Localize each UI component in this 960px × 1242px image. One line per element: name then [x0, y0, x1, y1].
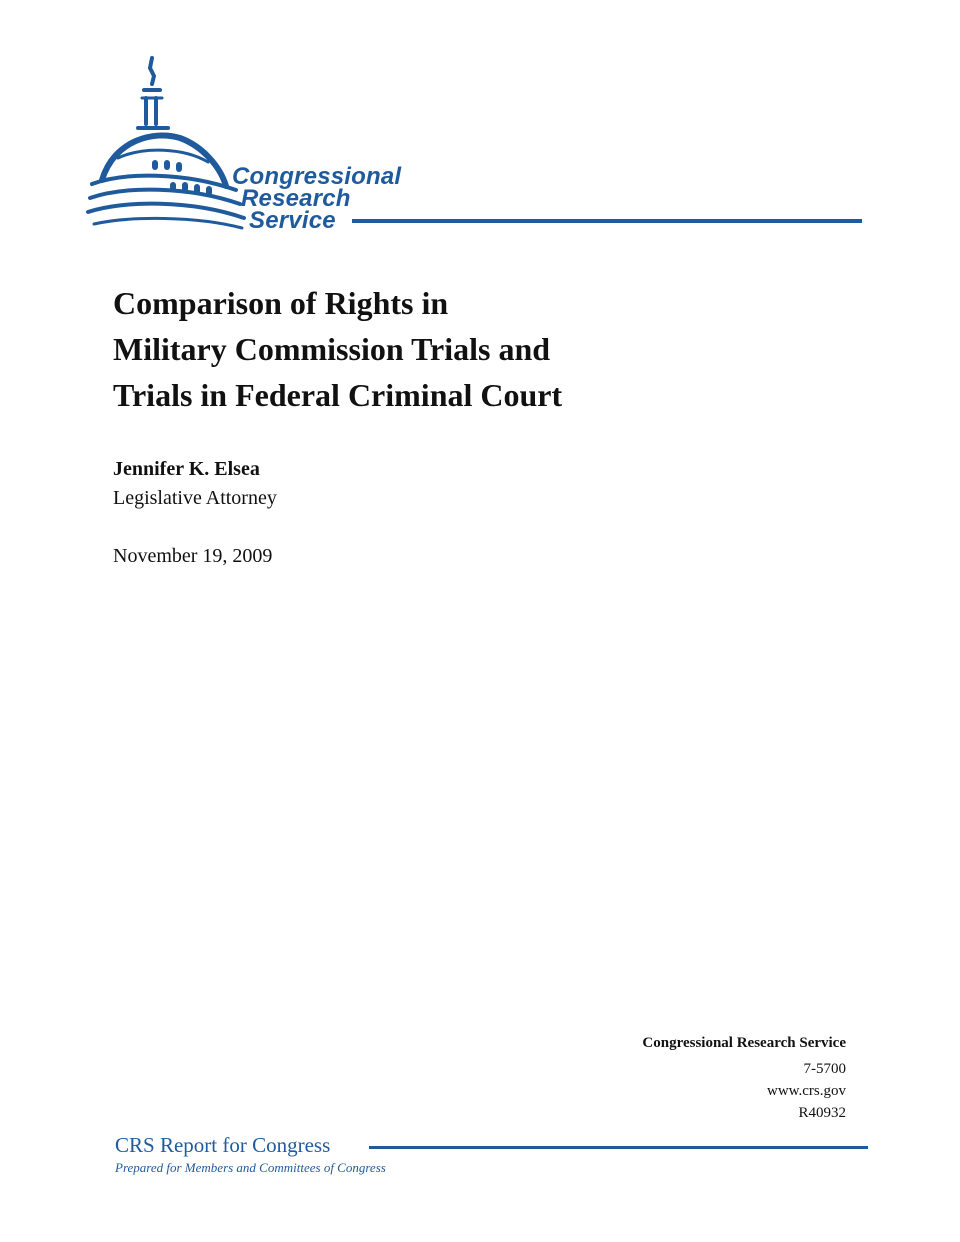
report-title	[113, 280, 733, 418]
logo-word-research: Research	[241, 185, 351, 212]
crs-logo	[84, 54, 874, 234]
report-number: R40932	[798, 1105, 846, 1121]
crs-phone: 7-5700	[803, 1061, 846, 1077]
capitol-dome-icon	[84, 54, 254, 230]
logo-word-congressional: Congressional	[232, 163, 402, 190]
crs-info-block	[642, 1032, 846, 1124]
report-title-line: Military Commission Trials and	[113, 331, 551, 367]
report-title-line: Trials in Federal Criminal Court	[113, 377, 563, 413]
crs-org-name: Congressional Research Service	[642, 1035, 846, 1051]
author-role: Legislative Attorney	[113, 487, 277, 509]
logo-word-service: Service	[249, 207, 336, 234]
logo-divider	[352, 219, 862, 223]
crs-website: www.crs.gov	[766, 1083, 846, 1099]
author-name: Jennifer K. Elsea	[113, 458, 260, 480]
footer-title: CRS Report for Congress	[115, 1133, 331, 1157]
footer-subtitle: Prepared for Members and Committees of Congress	[115, 1160, 386, 1175]
report-title-line: Comparison of Rights in	[113, 285, 449, 321]
footer-divider	[369, 1146, 868, 1149]
report-date: November 19, 2009	[113, 545, 273, 567]
